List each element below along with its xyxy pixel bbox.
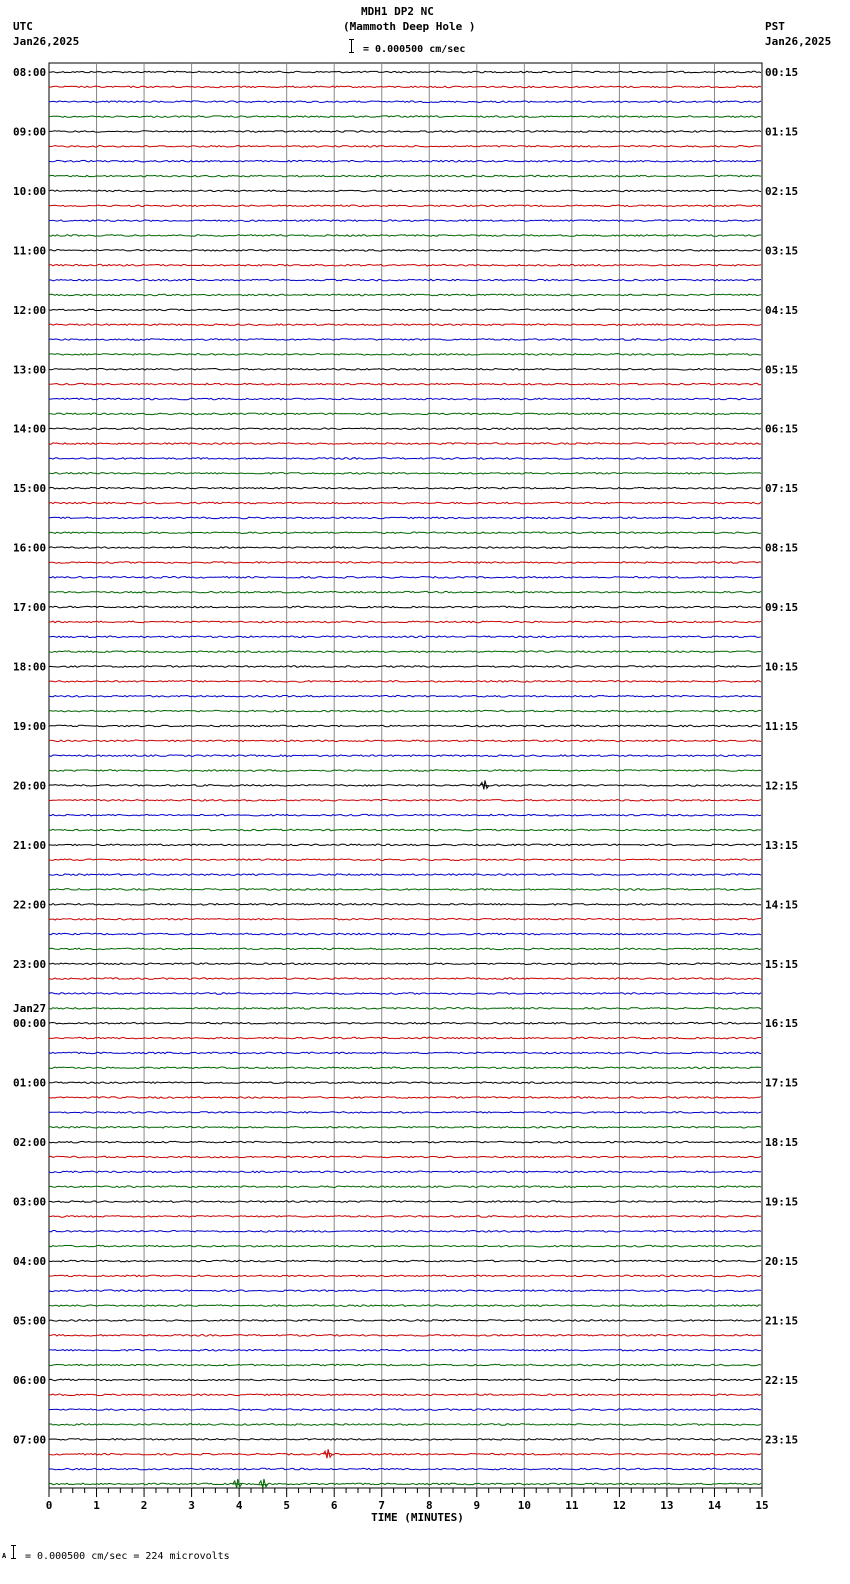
x-tick-label: 7 bbox=[378, 1499, 386, 1512]
seismic-trace bbox=[49, 755, 761, 757]
footer-scale-text: = 0.000500 cm/sec = 224 microvolts bbox=[25, 1551, 230, 1562]
pst-hour-label: 12:15 bbox=[765, 779, 799, 793]
footer-marker: A bbox=[2, 1552, 7, 1560]
seismic-trace bbox=[49, 1290, 761, 1292]
x-tick-label: 8 bbox=[425, 1499, 433, 1512]
seismic-trace bbox=[49, 651, 761, 653]
seismic-trace bbox=[49, 1394, 761, 1396]
seismic-trace bbox=[49, 1067, 761, 1069]
pst-hour-label: 04:15 bbox=[765, 303, 799, 317]
utc-hour-label: 11:00 bbox=[13, 244, 47, 258]
utc-hour-label: 15:00 bbox=[13, 482, 47, 496]
seismic-trace bbox=[49, 517, 761, 519]
seismic-trace bbox=[49, 740, 761, 742]
pst-hour-label: 17:15 bbox=[765, 1076, 799, 1090]
seismic-trace bbox=[49, 904, 761, 906]
seismic-trace bbox=[49, 636, 761, 638]
seismic-trace bbox=[49, 205, 761, 207]
seismic-trace bbox=[49, 918, 761, 920]
seismic-trace bbox=[49, 1231, 761, 1233]
seismic-trace bbox=[49, 131, 761, 133]
utc-hour-label: 10:00 bbox=[13, 184, 47, 198]
utc-hour-label: 09:00 bbox=[13, 125, 47, 139]
footer-scale-bar-icon bbox=[11, 1545, 17, 1559]
utc-hour-label: 14:00 bbox=[13, 422, 47, 436]
seismic-trace bbox=[49, 1022, 761, 1024]
x-tick-label: 11 bbox=[565, 1499, 579, 1512]
utc-hour-label: 04:00 bbox=[13, 1255, 47, 1268]
date-change-label: Jan27 bbox=[13, 1002, 47, 1016]
x-tick-label: 6 bbox=[330, 1499, 338, 1512]
pst-hour-label: 05:15 bbox=[765, 363, 799, 377]
utc-hour-label: 16:00 bbox=[13, 541, 47, 555]
utc-hour-label: 20:00 bbox=[13, 779, 47, 793]
seismic-trace bbox=[49, 502, 761, 504]
seismic-trace bbox=[49, 606, 761, 608]
seismic-trace bbox=[49, 889, 761, 891]
pst-hour-label: 07:15 bbox=[765, 482, 799, 496]
pst-hour-label: 21:15 bbox=[765, 1314, 799, 1328]
seismic-trace bbox=[49, 1439, 761, 1441]
seismic-trace bbox=[49, 1335, 761, 1337]
seismic-trace bbox=[49, 1260, 761, 1262]
seismic-trace bbox=[49, 175, 761, 177]
seismic-trace bbox=[49, 220, 761, 222]
utc-hour-label: 17:00 bbox=[13, 601, 47, 615]
seismic-trace bbox=[49, 695, 761, 697]
utc-hour-label: 07:00 bbox=[13, 1433, 47, 1447]
pst-hour-label: 08:15 bbox=[765, 541, 799, 555]
pst-hour-label: 22:15 bbox=[765, 1373, 799, 1387]
seismic-event bbox=[259, 1479, 268, 1488]
seismic-trace bbox=[49, 101, 761, 103]
pst-hour-label: 20:15 bbox=[765, 1255, 799, 1268]
seismic-trace bbox=[49, 1216, 761, 1218]
seismic-trace bbox=[49, 963, 761, 965]
seismic-trace bbox=[49, 86, 761, 88]
seismic-trace bbox=[49, 710, 761, 712]
seismic-trace bbox=[49, 1275, 761, 1277]
pst-hour-label: 14:15 bbox=[765, 898, 799, 912]
seismic-trace bbox=[49, 190, 761, 192]
utc-hour-label: 01:00 bbox=[13, 1076, 47, 1090]
seismic-trace bbox=[49, 146, 761, 148]
x-axis-label: TIME (MINUTES) bbox=[371, 1511, 464, 1524]
seismic-trace bbox=[49, 1305, 761, 1307]
x-tick-label: 15 bbox=[755, 1499, 769, 1512]
seismic-trace bbox=[49, 993, 761, 995]
pst-hour-label: 18:15 bbox=[765, 1136, 799, 1150]
seismic-trace bbox=[49, 1082, 761, 1084]
seismic-trace bbox=[49, 294, 761, 296]
utc-hour-label: 12:00 bbox=[13, 303, 47, 317]
x-tick-label: 9 bbox=[473, 1499, 481, 1512]
seismic-trace bbox=[49, 577, 761, 579]
seismic-trace bbox=[49, 71, 761, 73]
seismic-trace bbox=[49, 324, 761, 326]
pst-hour-label: 02:15 bbox=[765, 184, 799, 198]
right-timezone: PST bbox=[765, 20, 785, 33]
x-tick-label: 0 bbox=[45, 1499, 53, 1512]
pst-hour-label: 10:15 bbox=[765, 660, 799, 674]
seismic-trace bbox=[49, 309, 761, 311]
seismic-trace bbox=[49, 562, 761, 564]
utc-hour-label: 13:00 bbox=[13, 363, 47, 377]
pst-hour-label: 23:15 bbox=[765, 1433, 799, 1447]
x-tick-label: 3 bbox=[188, 1499, 195, 1512]
seismic-trace bbox=[49, 160, 761, 162]
seismic-trace bbox=[49, 1112, 761, 1114]
seismic-trace bbox=[49, 1320, 761, 1322]
seismic-trace bbox=[49, 339, 761, 341]
seismic-trace bbox=[49, 1186, 761, 1188]
seismic-trace bbox=[49, 369, 761, 371]
seismic-trace bbox=[49, 1409, 761, 1411]
x-tick-label: 14 bbox=[707, 1499, 722, 1512]
scale-text: = 0.000500 cm/sec bbox=[363, 44, 466, 55]
seismic-trace bbox=[49, 785, 761, 787]
seismic-trace bbox=[49, 1424, 761, 1426]
x-tick-label: 5 bbox=[283, 1499, 290, 1512]
seismic-trace bbox=[49, 532, 761, 534]
seismic-trace bbox=[49, 413, 761, 415]
utc-hour-label: 18:00 bbox=[13, 660, 47, 674]
seismic-trace bbox=[49, 814, 761, 816]
seismic-trace bbox=[49, 1201, 761, 1203]
seismic-trace bbox=[49, 591, 761, 593]
seismic-trace bbox=[49, 1156, 761, 1158]
seismic-trace bbox=[49, 487, 761, 489]
seismic-trace bbox=[49, 473, 761, 475]
pst-hour-label: 06:15 bbox=[765, 422, 799, 436]
seismic-trace bbox=[49, 1141, 761, 1143]
seismic-trace bbox=[49, 547, 761, 549]
seismic-trace bbox=[49, 1245, 761, 1247]
seismic-trace bbox=[49, 1171, 761, 1173]
station-location: (Mammoth Deep Hole ) bbox=[343, 20, 476, 33]
utc-hour-label: 05:00 bbox=[13, 1314, 47, 1328]
seismic-trace bbox=[49, 1126, 761, 1128]
seismic-trace bbox=[49, 1453, 761, 1455]
seismic-trace bbox=[49, 398, 761, 400]
seismic-trace bbox=[49, 383, 761, 385]
seismic-trace bbox=[49, 354, 761, 356]
utc-hour-label: 02:00 bbox=[13, 1136, 47, 1150]
station-title: MDH1 DP2 NC bbox=[361, 5, 434, 18]
seismic-trace bbox=[49, 250, 761, 252]
seismic-trace bbox=[49, 1097, 761, 1099]
seismic-trace bbox=[49, 1349, 761, 1351]
seismic-trace bbox=[49, 770, 761, 772]
pst-hour-label: 09:15 bbox=[765, 601, 799, 615]
x-tick-label: 12 bbox=[612, 1499, 627, 1512]
left-date: Jan26,2025 bbox=[13, 35, 80, 48]
x-tick-label: 4 bbox=[235, 1499, 243, 1512]
seismic-trace bbox=[49, 859, 761, 861]
utc-hour-label: 06:00 bbox=[13, 1373, 47, 1387]
seismic-trace bbox=[49, 116, 761, 118]
seismic-trace bbox=[49, 279, 761, 281]
utc-hour-label: 23:00 bbox=[13, 957, 47, 971]
seismic-trace bbox=[49, 874, 761, 876]
seismic-trace bbox=[49, 1037, 761, 1039]
x-tick-label: 10 bbox=[517, 1499, 531, 1512]
seismic-trace bbox=[49, 1468, 761, 1470]
right-date: Jan26,2025 bbox=[765, 35, 832, 48]
seismic-trace bbox=[49, 829, 761, 831]
seismic-trace bbox=[49, 844, 761, 846]
utc-hour-label: 03:00 bbox=[13, 1195, 47, 1209]
seismic-trace bbox=[49, 621, 761, 623]
pst-hour-label: 00:15 bbox=[765, 66, 799, 79]
plot-frame bbox=[49, 63, 762, 1488]
pst-hour-label: 11:15 bbox=[765, 719, 799, 733]
seismic-trace bbox=[49, 681, 761, 683]
seismic-trace bbox=[49, 1364, 761, 1366]
pst-hour-label: 16:15 bbox=[765, 1017, 799, 1031]
seismic-trace bbox=[49, 800, 761, 802]
pst-hour-label: 13:15 bbox=[765, 838, 799, 852]
x-tick-label: 2 bbox=[140, 1499, 148, 1512]
seismic-trace bbox=[49, 264, 761, 266]
x-tick-label: 1 bbox=[93, 1499, 100, 1512]
utc-hour-label: 21:00 bbox=[13, 838, 47, 852]
seismic-trace bbox=[49, 978, 761, 980]
seismic-trace bbox=[49, 1379, 761, 1381]
seismic-trace bbox=[49, 933, 761, 935]
pst-hour-label: 03:15 bbox=[765, 244, 799, 258]
seismic-trace bbox=[49, 235, 761, 237]
pst-hour-label: 15:15 bbox=[765, 957, 799, 971]
pst-hour-label: 19:15 bbox=[765, 1195, 799, 1209]
utc-hour-label: 08:00 bbox=[13, 66, 47, 79]
seismic-trace bbox=[49, 666, 761, 668]
utc-hour-label: 22:00 bbox=[13, 898, 47, 912]
seismic-trace bbox=[49, 1008, 761, 1010]
seismic-trace bbox=[49, 948, 761, 950]
seismic-trace bbox=[49, 458, 761, 460]
seismic-trace bbox=[49, 1052, 761, 1054]
seismic-trace bbox=[49, 428, 761, 430]
x-tick-label: 13 bbox=[660, 1499, 674, 1512]
left-timezone: UTC bbox=[13, 20, 33, 33]
pst-hour-label: 01:15 bbox=[765, 125, 799, 139]
seismic-trace bbox=[49, 1483, 761, 1485]
seismic-trace bbox=[49, 725, 761, 727]
seismic-trace bbox=[49, 443, 761, 445]
utc-hour-label: 00:00 bbox=[13, 1017, 47, 1031]
utc-hour-label: 19:00 bbox=[13, 719, 47, 733]
